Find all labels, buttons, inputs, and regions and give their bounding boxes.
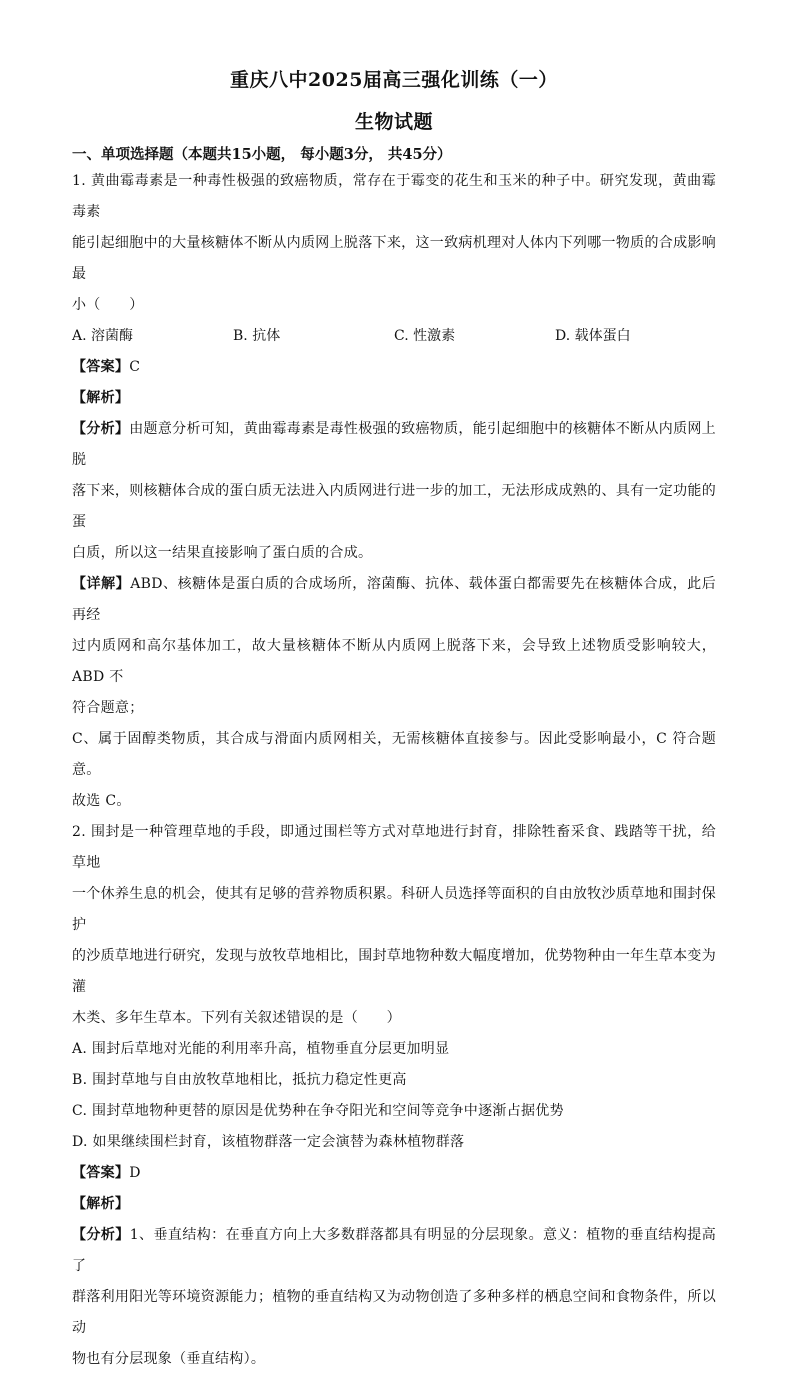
q2-fenxi-line-2: 群落利用阳光等环境资源能力；植物的垂直结构又为动物创造了多种多样的栖息空间和食物条件，所以动 <box>72 1289 716 1336</box>
fenxi-tag: 【分析】 <box>72 1227 130 1243</box>
q2-option-b: B. 围封草地与自由放牧草地相比，抵抗力稳定性更高 <box>72 1072 407 1088</box>
fenxi-tag: 【分析】 <box>72 421 130 437</box>
q2-answer <box>72 1158 716 1189</box>
fenxi-text: 1、垂直结构：在垂直方向上大多数群落都具有明显的分层现象。意义：植物的垂直结构提高了 <box>72 1227 716 1274</box>
q1-fenxi-line-2: 落下来，则核糖体合成的蛋白质无法进入内质网进行进一步的加工，无法形成成熟的、具有一定功能的蛋 <box>72 483 716 530</box>
q2-fenxi-line-1 <box>72 1220 716 1282</box>
answer-tag: 【答案】 <box>72 1165 130 1181</box>
question-1 <box>72 166 716 817</box>
section-heading: 一、单项选择题（本题共15小题， 每小题3分， 共45分） <box>72 146 452 163</box>
q1-option-a: A. 溶菌酶 <box>72 328 134 344</box>
q2-analysis-heading <box>72 1189 716 1220</box>
page-subtitle: 生物试题 <box>354 111 433 133</box>
xiangjie-text: ABD、核糖体是蛋白质的合成场所，溶菌酶、抗体、载体蛋白都需要先在核糖体合成，此后再经 <box>72 576 717 623</box>
answer-tag: 【答案】 <box>72 359 130 375</box>
q2-stem-line-1: 2. 围封是一种管理草地的手段，即通过围栏等方式对草地进行封育，排除牲畜采食、践踏等干扰，给草地 <box>72 824 716 871</box>
q1-option-d: D. 载体蛋白 <box>555 328 631 344</box>
page-title: 重庆八中2025届高三强化训练（一） <box>230 69 558 91</box>
q1-stem-line-1: 1. 黄曲霉毒素是一种毒性极强的致癌物质，常存在于霉变的花生和玉米的种子中。研究发现，黄曲霉毒素 <box>72 173 716 220</box>
q1-xiangjie-line-2: 过内质网和高尔基体加工，故大量核糖体不断从内质网上脱落下来，会导致上述物质受影响较大，ABD 不 <box>72 638 716 685</box>
q2-fenxi-line-3: 物也有分层现象（垂直结构）。 <box>72 1351 266 1367</box>
q2-stem-line-4: 木类、多年生草本。下列有关叙述错误的是（ ） <box>72 1010 401 1026</box>
q1-xiangjie-line-1 <box>72 569 716 631</box>
q1-stem-line-2: 能引起细胞中的大量核糖体不断从内质网上脱落下来，这一致病机理对人体内下列哪一物质的合成影响最 <box>72 235 716 282</box>
q1-fenxi-line-3: 白质，所以这一结果直接影响了蛋白质的合成。 <box>72 545 373 561</box>
fenxi-text: 由题意分析可知，黄曲霉毒素是毒性极强的致癌物质，能引起细胞中的核糖体不断从内质网上脱 <box>72 421 716 468</box>
q1-stem-line-3: 小（ ） <box>72 297 144 313</box>
q2-option-a: A. 围封后草地对光能的利用率升高，植物垂直分层更加明显 <box>72 1041 450 1057</box>
q1-option-c: C. 性激素 <box>394 328 456 344</box>
q2-option-c: C. 围封草地物种更替的原因是优势种在争夺阳光和空间等竞争中逐渐占据优势 <box>72 1103 564 1119</box>
q1-answer <box>72 352 716 383</box>
q2-stem-line-2: 一个休养生息的机会，使其有足够的营养物质积累。科研人员选择等面积的自由放牧沙质草地和围封保护 <box>72 886 716 933</box>
answer-value: D <box>129 1165 141 1181</box>
analysis-tag: 【解析】 <box>72 1196 130 1212</box>
q1-xiangjie-line-3: 符合题意； <box>72 700 144 716</box>
xiangjie-tag: 【详解】 <box>72 576 131 592</box>
q2-option-d: D. 如果继续围栏封育，该植物群落一定会演替为森林植物群落 <box>72 1134 465 1150</box>
q1-options <box>72 321 716 352</box>
q1-option-b: B. 抗体 <box>233 328 281 344</box>
analysis-tag: 【解析】 <box>72 390 130 406</box>
answer-value: C <box>129 359 141 375</box>
q2-stem-line-3: 的沙质草地进行研究，发现与放牧草地相比，围封草地物种数大幅度增加，优势物种由一年生草本变为灌 <box>72 948 716 995</box>
q1-analysis-heading <box>72 383 716 414</box>
question-2 <box>72 817 716 1375</box>
q1-fenxi-line-1 <box>72 414 716 476</box>
q1-xiangjie-line-5: 故选 C。 <box>72 793 131 809</box>
q1-xiangjie-line-4: C、属于固醇类物质，其合成与滑面内质网相关，无需核糖体直接参与。因此受影响最小，C 符合题意。 <box>72 731 716 778</box>
